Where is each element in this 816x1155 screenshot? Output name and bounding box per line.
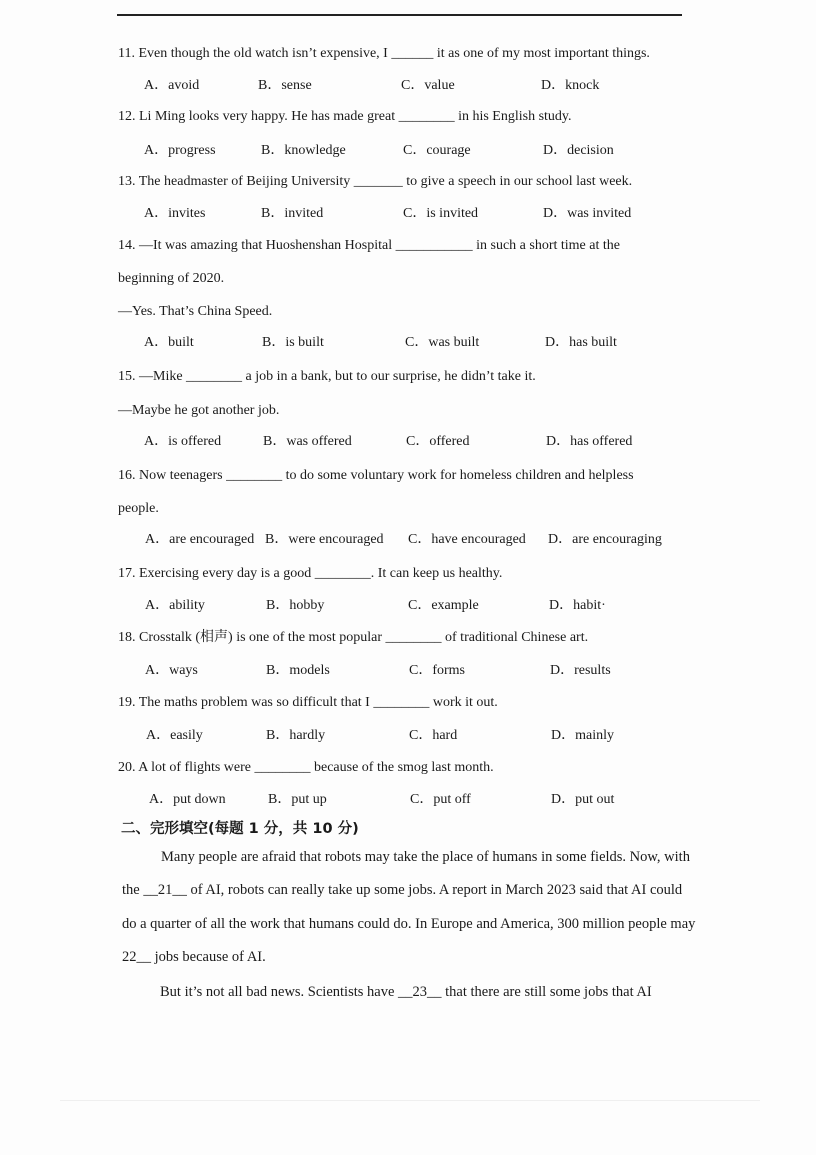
option-a[interactable]: A．invites <box>144 206 206 221</box>
dialogue-reply: —Maybe he got another job. <box>118 403 280 418</box>
passage-line: Many people are afraid that robots may take the place of humans in some fields. Now, with <box>161 849 690 865</box>
section-heading: 二、完形填空(每题 1 分，共 10 分) <box>121 821 359 837</box>
question-stem-continued: people. <box>118 501 159 516</box>
question-20 <box>118 759 494 777</box>
option-b[interactable]: B．sense <box>258 78 312 93</box>
option-a[interactable]: A．put down <box>149 792 226 807</box>
option-d[interactable]: D．knock <box>541 78 600 93</box>
question-15 <box>118 368 536 386</box>
option-b[interactable]: B．knowledge <box>261 143 346 158</box>
passage-line: do a quarter of all the work that humans could do. In Europe and America, 300 million people may <box>122 916 696 932</box>
question-number: 14. <box>118 238 136 253</box>
option-b[interactable]: B．were encouraged <box>265 532 384 547</box>
option-b[interactable]: B．hardly <box>266 728 326 743</box>
question-19 <box>118 694 498 712</box>
option-b[interactable]: B．models <box>266 663 330 678</box>
question-stem: Even though the old watch isn’t expensive, I ______ it as one of my most important things. <box>138 46 650 61</box>
option-c[interactable]: C．forms <box>409 663 465 678</box>
question-number: 17. <box>118 566 136 581</box>
question-number: 11. <box>118 46 135 61</box>
option-d[interactable]: D．decision <box>543 143 614 158</box>
option-c[interactable]: C．offered <box>406 434 470 449</box>
question-stem: —Mike ________ a job in a bank, but to our surprise, he didn’t take it. <box>139 369 536 384</box>
question-stem: A lot of flights were ________ because of the smog last month. <box>138 760 494 775</box>
question-number: 12. <box>118 109 136 124</box>
option-d[interactable]: D．mainly <box>551 728 614 743</box>
option-c[interactable]: C．example <box>408 598 479 613</box>
option-c[interactable]: C．was built <box>405 335 480 350</box>
question-stem: Crosstalk (相声) is one of the most popular ________ of traditional Chinese art. <box>139 630 589 645</box>
option-b[interactable]: B．is built <box>262 335 324 350</box>
question-number: 20. <box>118 760 136 775</box>
option-d[interactable]: D．has offered <box>546 434 633 449</box>
option-b[interactable]: B．was offered <box>263 434 352 449</box>
option-d[interactable]: D．has built <box>545 335 617 350</box>
option-c[interactable]: C．courage <box>403 143 471 158</box>
top-rule <box>117 14 682 16</box>
option-a[interactable]: A．ability <box>145 598 205 613</box>
option-b[interactable]: B．put up <box>268 792 327 807</box>
option-d[interactable]: D．put out <box>551 792 615 807</box>
question-13 <box>118 173 632 191</box>
question-stem: Li Ming looks very happy. He has made great ________ in his English study. <box>139 109 572 124</box>
question-number: 13. <box>118 174 136 189</box>
question-number: 15. <box>118 369 136 384</box>
option-b[interactable]: B．invited <box>261 206 324 221</box>
option-a[interactable]: A．are encouraged <box>145 532 255 547</box>
option-d[interactable]: D．are encouraging <box>548 532 662 547</box>
option-a[interactable]: A．is offered <box>144 434 222 449</box>
option-d[interactable]: D．habit· <box>549 598 606 613</box>
question-number: 16. <box>118 468 136 483</box>
option-c[interactable]: C．value <box>401 78 455 93</box>
question-14 <box>118 237 620 255</box>
question-stem: The maths problem was so difficult that I ________ work it out. <box>138 695 498 710</box>
option-b[interactable]: B．hobby <box>266 598 325 613</box>
question-11 <box>118 45 650 63</box>
passage-line: the __21__ of AI, robots can really take up some jobs. A report in March 2023 said that AI could <box>122 882 683 898</box>
option-c[interactable]: C．have encouraged <box>408 532 526 547</box>
question-17 <box>118 565 502 583</box>
dialogue-reply: —Yes. That’s China Speed. <box>118 304 273 319</box>
option-d[interactable]: D．results <box>550 663 611 678</box>
option-a[interactable]: A．built <box>144 335 194 350</box>
question-number: 19. <box>118 695 136 710</box>
option-a[interactable]: A．easily <box>146 728 203 743</box>
option-a[interactable]: A．ways <box>145 663 198 678</box>
option-c[interactable]: C．hard <box>409 728 458 743</box>
question-18 <box>118 629 588 647</box>
question-16 <box>118 467 634 485</box>
question-stem: Exercising every day is a good ________. It can keep us healthy. <box>139 566 503 581</box>
option-c[interactable]: C．put off <box>410 792 471 807</box>
passage-line: 22__ jobs because of AI. <box>122 949 266 965</box>
question-12 <box>118 108 572 126</box>
passage-line: But it’s not all bad news. Scientists have __23__ that there are still some jobs that AI <box>160 984 652 1000</box>
option-a[interactable]: A．avoid <box>144 78 200 93</box>
question-stem: Now teenagers ________ to do some voluntary work for homeless children and helpless <box>139 468 634 483</box>
page-bottom-edge <box>60 1100 760 1101</box>
option-a[interactable]: A．progress <box>144 143 216 158</box>
question-stem-continued: beginning of 2020. <box>118 271 225 286</box>
question-stem: —It was amazing that Huoshenshan Hospital ___________ in such a short time at the <box>139 238 620 253</box>
question-stem: The headmaster of Beijing University _______ to give a speech in our school last week. <box>138 174 633 189</box>
option-d[interactable]: D．was invited <box>543 206 632 221</box>
option-c[interactable]: C．is invited <box>403 206 479 221</box>
question-number: 18. <box>118 630 136 645</box>
